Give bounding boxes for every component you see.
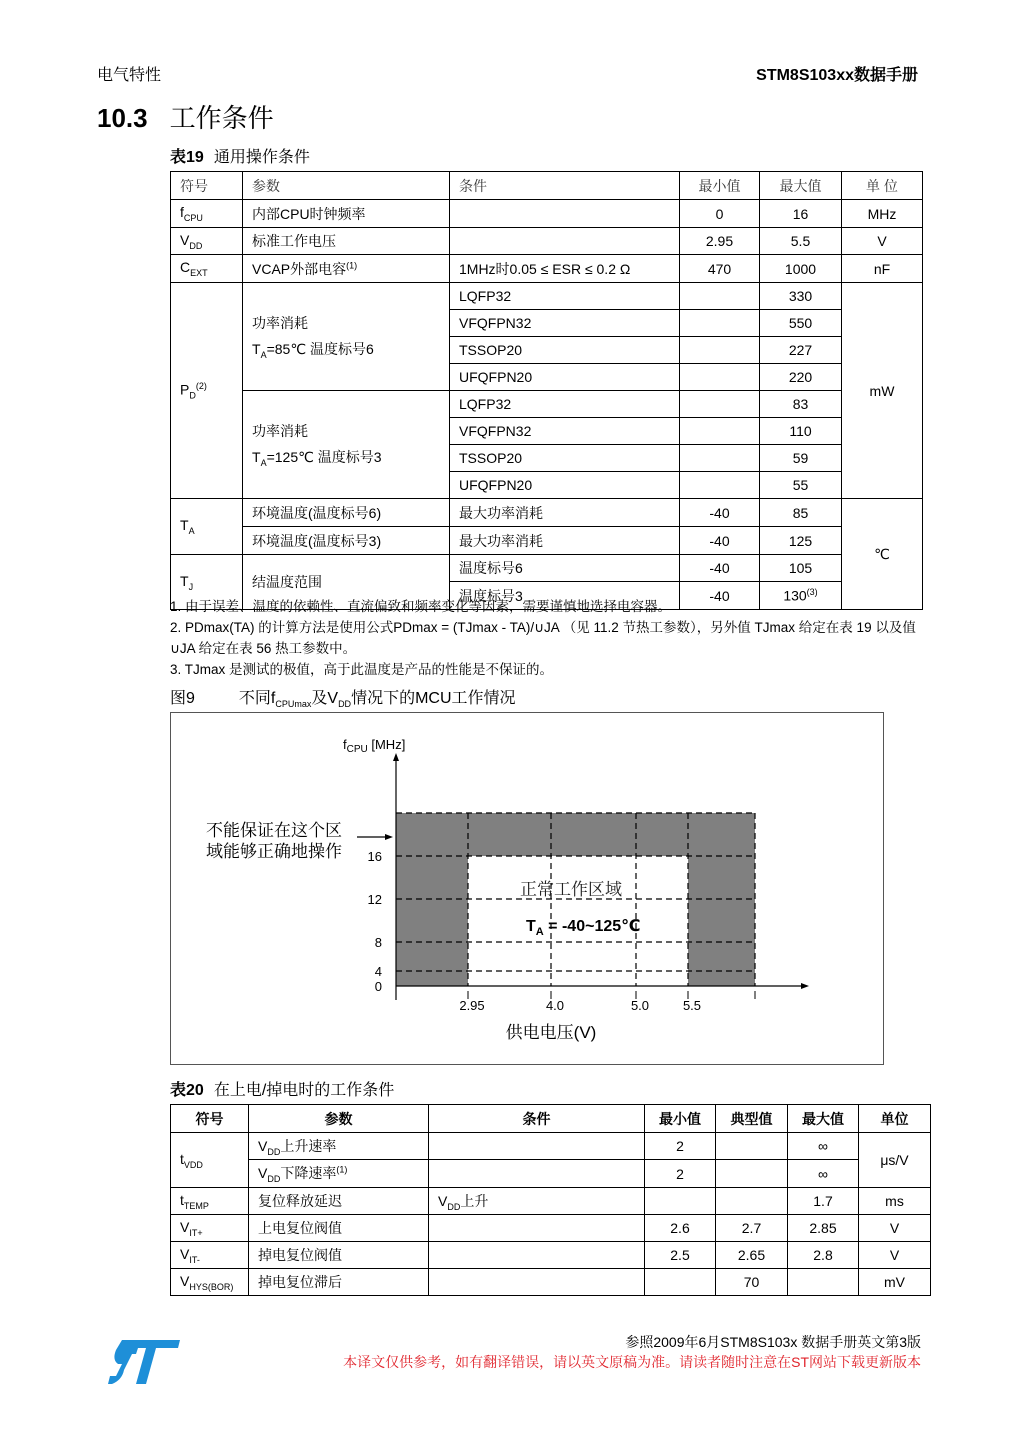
condition: VFQFPN32 bbox=[450, 418, 680, 445]
col-header: 最大值 bbox=[760, 172, 842, 200]
x-axis-label: 供电电压(V) bbox=[505, 1023, 597, 1042]
condition: 1MHz时0.05 ≤ ESR ≤ 0.2 Ω bbox=[450, 255, 680, 283]
table-row bbox=[171, 1242, 931, 1269]
unit: V bbox=[859, 1215, 931, 1242]
max: 2.8 bbox=[788, 1242, 859, 1269]
col-header: 符号 bbox=[171, 1105, 249, 1133]
st-logo bbox=[108, 1340, 180, 1384]
x-tick-label: 2.95 bbox=[459, 998, 485, 1013]
y-tick-label: 12 bbox=[367, 892, 382, 907]
col-header: 最小值 bbox=[645, 1105, 716, 1133]
max: 105 bbox=[760, 555, 842, 582]
typ: 2.65 bbox=[716, 1242, 788, 1269]
x-tick-label: 5.0 bbox=[630, 998, 650, 1013]
typ bbox=[716, 1188, 788, 1215]
symbol: $t_{TEMP}$ bbox=[171, 1188, 249, 1215]
condition bbox=[429, 1133, 645, 1160]
table-row bbox=[171, 228, 923, 255]
parameter: 环境温度(温度标号6) bbox=[243, 499, 450, 527]
y-tick-label: 4 bbox=[374, 964, 382, 979]
table-row bbox=[171, 527, 923, 555]
max: 125 bbox=[760, 527, 842, 555]
condition: 最大功率消耗 bbox=[450, 499, 680, 527]
min: 2.95 bbox=[680, 228, 760, 255]
y-tick-label: 0 bbox=[374, 979, 382, 994]
col-header: 典型值 bbox=[716, 1105, 788, 1133]
typ bbox=[716, 1133, 788, 1160]
unit: mW bbox=[842, 283, 923, 499]
max: 59 bbox=[760, 445, 842, 472]
parameter: $V_{DD}$上升速率 bbox=[249, 1133, 429, 1160]
symbol: $V_{HYS(BOR)}$ bbox=[171, 1269, 249, 1296]
invalid-region-label: 域能够正确地操作 bbox=[206, 842, 342, 862]
table-row bbox=[171, 255, 923, 283]
min: -40 bbox=[680, 527, 760, 555]
min bbox=[680, 418, 760, 445]
col-header: 单位 bbox=[859, 1105, 931, 1133]
temperature-range-label: $T_A$ = -40~125℃ bbox=[526, 918, 641, 938]
min bbox=[680, 391, 760, 418]
y-axis-label: $f_{CPU}$ [MHz] bbox=[343, 737, 406, 755]
max bbox=[788, 1269, 859, 1296]
condition: 温度标号6 bbox=[450, 555, 680, 582]
x-axis-arrow-icon bbox=[801, 983, 809, 989]
parameter: 内部CPU时钟频率 bbox=[243, 200, 450, 228]
unit: ℃ bbox=[842, 499, 923, 610]
unit: MHz bbox=[842, 200, 923, 228]
symbol: $f_{CPU}$ bbox=[171, 200, 243, 228]
col-header: 条件 bbox=[450, 172, 680, 200]
unit: mV bbox=[859, 1269, 931, 1296]
x-tick-label: 5.5 bbox=[682, 998, 702, 1013]
table-row bbox=[171, 1188, 931, 1215]
max: 2.85 bbox=[788, 1215, 859, 1242]
table-notes bbox=[170, 596, 925, 680]
condition: $V_{DD}$上升 bbox=[429, 1188, 645, 1215]
parameter: 功率消耗 $T_A=85℃$ 温度标号6 bbox=[243, 283, 450, 391]
table-general-operating-conditions bbox=[170, 171, 923, 610]
symbol: $C_{EXT}$ bbox=[171, 255, 243, 283]
condition: TSSOP20 bbox=[450, 445, 680, 472]
min bbox=[645, 1269, 716, 1296]
condition bbox=[450, 200, 680, 228]
max: 55 bbox=[760, 472, 842, 499]
table-row bbox=[171, 499, 923, 527]
condition bbox=[429, 1242, 645, 1269]
table20-caption bbox=[170, 1077, 394, 1100]
figure-number: 图9 bbox=[170, 690, 195, 707]
col-header: 条件 bbox=[429, 1105, 645, 1133]
table-row bbox=[171, 391, 923, 418]
condition bbox=[429, 1160, 645, 1188]
min: -40 bbox=[680, 499, 760, 527]
caption-text: 通用操作条件 bbox=[213, 149, 310, 166]
y-tick-label: 8 bbox=[374, 935, 382, 950]
table-header-row bbox=[171, 172, 923, 200]
symbol: $P_D^{(2)}$ bbox=[171, 283, 243, 499]
max: 16 bbox=[760, 200, 842, 228]
section-number: 10.3 bbox=[97, 103, 148, 133]
chart bbox=[171, 713, 883, 1064]
normal-region-label: 正常工作区域 bbox=[520, 880, 622, 900]
parameter: 复位释放延迟 bbox=[249, 1188, 429, 1215]
note: 2. PDmax(TA) 的计算方法是使用公式PDmax = (TJmax - TA)/∪JA （见 11.2 节热工参数），另外值 TJmax 给定在表 19 以及值∪JA 给定在表 56 热工参数中。 bbox=[170, 620, 916, 656]
section-title: 工作条件 bbox=[169, 103, 274, 133]
min bbox=[680, 472, 760, 499]
parameter: 环境温度(温度标号3) bbox=[243, 527, 450, 555]
typ bbox=[716, 1160, 788, 1188]
y-axis-arrow-icon bbox=[393, 753, 399, 761]
condition: 最大功率消耗 bbox=[450, 527, 680, 555]
parameter: 上电复位阀值 bbox=[249, 1215, 429, 1242]
min bbox=[680, 445, 760, 472]
col-header: 单 位 bbox=[842, 172, 923, 200]
table-header-row bbox=[171, 1105, 931, 1133]
max: 227 bbox=[760, 337, 842, 364]
parameter: $V_{DD}$下降速率$^{(1)}$ bbox=[249, 1160, 429, 1188]
pointer-arrow-icon bbox=[385, 834, 393, 840]
min bbox=[680, 364, 760, 391]
condition: UFQFPN20 bbox=[450, 472, 680, 499]
parameter: 掉电复位滞后 bbox=[249, 1269, 429, 1296]
invalid-region-label: 不能保证在这个区 bbox=[206, 821, 342, 841]
parameter: 掉电复位阀值 bbox=[249, 1242, 429, 1269]
max: 5.5 bbox=[760, 228, 842, 255]
max: 130$^{(3)}$ bbox=[760, 582, 842, 610]
note: 1. 由于误差、温度的依赖性、直流偏致和频率变化等因素，需要谨慎地选择电容器。 bbox=[170, 599, 672, 614]
condition: 温度标号3 bbox=[450, 582, 680, 610]
unit: ms bbox=[859, 1188, 931, 1215]
max: ∞ bbox=[788, 1133, 859, 1160]
unit: V bbox=[842, 228, 923, 255]
table-row bbox=[171, 1269, 931, 1296]
condition: LQFP32 bbox=[450, 391, 680, 418]
max: 85 bbox=[760, 499, 842, 527]
symbol: $V_{DD}$ bbox=[171, 228, 243, 255]
note: 3. TJmax 是测试的极值，高于此温度是产品的性能是不保证的。 bbox=[170, 662, 554, 677]
max: ∞ bbox=[788, 1160, 859, 1188]
symbol: $T_J$ bbox=[171, 555, 243, 610]
condition bbox=[429, 1269, 645, 1296]
symbol: $t_{VDD}$ bbox=[171, 1133, 249, 1188]
header-chapter: 电气特性 bbox=[97, 67, 162, 84]
typ: 70 bbox=[716, 1269, 788, 1296]
col-header: 符号 bbox=[171, 172, 243, 200]
parameter: VCAP外部电容$^{(1)}$ bbox=[243, 255, 450, 283]
min: 2.6 bbox=[645, 1215, 716, 1242]
min bbox=[680, 310, 760, 337]
table-row bbox=[171, 1160, 931, 1188]
symbol: $T_A$ bbox=[171, 499, 243, 555]
min: -40 bbox=[680, 582, 760, 610]
x-tick-label: 4.0 bbox=[545, 998, 565, 1013]
min: -40 bbox=[680, 555, 760, 582]
condition: UFQFPN20 bbox=[450, 364, 680, 391]
condition: VFQFPN32 bbox=[450, 310, 680, 337]
caption-number: 表20 bbox=[170, 1082, 204, 1099]
min: 470 bbox=[680, 255, 760, 283]
table-row bbox=[171, 1215, 931, 1242]
max: 110 bbox=[760, 418, 842, 445]
col-header: 最小值 bbox=[680, 172, 760, 200]
unit: V bbox=[859, 1242, 931, 1269]
min: 2.5 bbox=[645, 1242, 716, 1269]
condition: TSSOP20 bbox=[450, 337, 680, 364]
table-row bbox=[171, 283, 923, 310]
unit: nF bbox=[842, 255, 923, 283]
col-header: 最大值 bbox=[788, 1105, 859, 1133]
table-row bbox=[171, 555, 923, 582]
min: 0 bbox=[680, 200, 760, 228]
condition bbox=[450, 228, 680, 255]
table-power-up-down-conditions bbox=[170, 1104, 931, 1296]
figure-caption: 图9 不同$f_{CPUmax}$及$V_{DD}$情况下的MCU工作情况 bbox=[170, 690, 516, 710]
symbol: $V_{IT+}$ bbox=[171, 1215, 249, 1242]
symbol: $V_{IT-}$ bbox=[171, 1242, 249, 1269]
max: 330 bbox=[760, 283, 842, 310]
figure-mcu-operating-area bbox=[170, 712, 884, 1065]
min: 2 bbox=[645, 1160, 716, 1188]
caption-number: 表19 bbox=[170, 149, 204, 166]
min: 2 bbox=[645, 1133, 716, 1160]
min bbox=[680, 283, 760, 310]
min bbox=[680, 337, 760, 364]
col-header: 参数 bbox=[243, 172, 450, 200]
parameter: 功率消耗 $T_A=125℃$ 温度标号3 bbox=[243, 391, 450, 499]
table19-caption bbox=[170, 144, 310, 167]
max: 220 bbox=[760, 364, 842, 391]
condition bbox=[429, 1215, 645, 1242]
caption-text: 在上电/掉电时的工作条件 bbox=[213, 1082, 395, 1099]
footer-disclaimer: 本译文仅供参考，如有翻译错误，请以英文原稿为准。请读者随时注意在ST网站下载更新版本 bbox=[343, 1354, 921, 1370]
max: 1000 bbox=[760, 255, 842, 283]
section-heading bbox=[97, 98, 274, 135]
max: 83 bbox=[760, 391, 842, 418]
unit: μs/V bbox=[859, 1133, 931, 1188]
y-tick-label: 16 bbox=[367, 849, 382, 864]
max: 1.7 bbox=[788, 1188, 859, 1215]
max: 550 bbox=[760, 310, 842, 337]
header-doc-title: STM8S103xx数据手册 bbox=[756, 67, 918, 84]
table-row bbox=[171, 200, 923, 228]
min bbox=[645, 1188, 716, 1215]
col-header: 参数 bbox=[249, 1105, 429, 1133]
condition: LQFP32 bbox=[450, 283, 680, 310]
parameter: 结温度范围 bbox=[243, 555, 450, 610]
parameter: 标准工作电压 bbox=[243, 228, 450, 255]
table-row bbox=[171, 1133, 931, 1160]
footer-reference: 参照2009年6月STM8S103x 数据手册英文第3版 bbox=[625, 1334, 921, 1350]
typ: 2.7 bbox=[716, 1215, 788, 1242]
